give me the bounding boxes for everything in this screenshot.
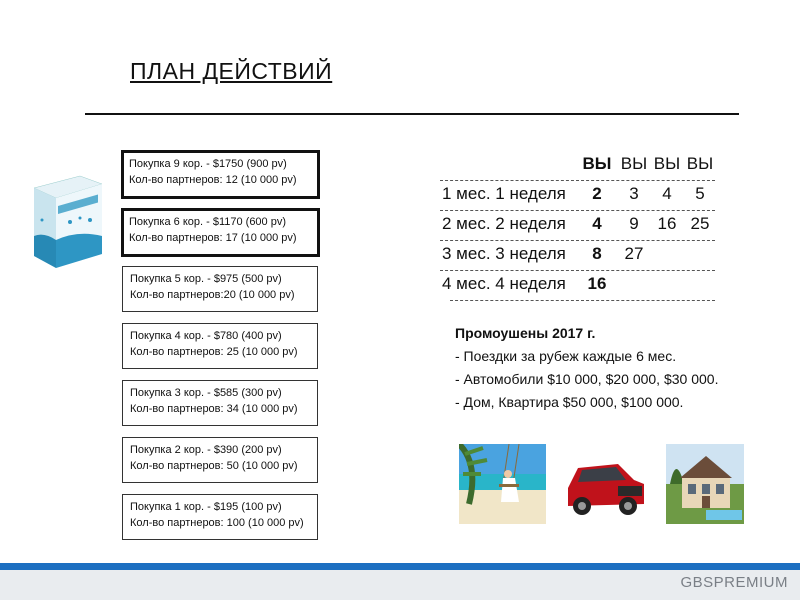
package-card-3	[122, 380, 318, 426]
row-label: 2 мес. 2 неделя	[442, 214, 566, 233]
row-label: 3 мес. 3 неделя	[442, 244, 566, 263]
package-price: Покупка 4 кор. - $780 (400 pv)	[130, 330, 282, 342]
beach-swing-photo	[459, 444, 546, 524]
value-cell: 27	[624, 244, 644, 263]
row-divider	[440, 180, 715, 181]
package-partners: Кол-во партнеров: 100 (10 000 pv)	[130, 517, 304, 529]
promotion-item: - Автомобили $10 000, $20 000, $30 000.	[455, 371, 719, 387]
title-divider	[85, 113, 739, 115]
header-cell: ВЫ	[620, 154, 648, 173]
row-divider	[440, 210, 715, 211]
row-divider	[440, 270, 715, 271]
package-price: Покупка 6 кор. - $1170 (600 pv)	[129, 216, 287, 228]
value-cell: 16	[587, 274, 607, 293]
package-partners: Кол-во партнеров: 50 (10 000 pv)	[130, 460, 298, 472]
brand-logo-text: GBSPREMIUM	[680, 574, 788, 591]
header-cell: ВЫ	[686, 154, 714, 173]
value-cell: 16	[657, 214, 677, 233]
package-price: Покупка 5 кор. - $975 (500 pv)	[130, 273, 282, 285]
package-card-6	[121, 208, 320, 257]
value-cell: 9	[629, 214, 639, 233]
package-price: Покупка 2 кор. - $390 (200 pv)	[130, 444, 282, 456]
package-card-5	[122, 266, 318, 312]
package-partners: Кол-во партнеров: 34 (10 000 pv)	[130, 403, 298, 415]
value-cell: 5	[695, 184, 705, 203]
row-divider	[440, 240, 715, 241]
package-card-4	[122, 323, 318, 369]
package-card-9	[121, 150, 320, 199]
row-label: 1 мес. 1 неделя	[442, 184, 566, 203]
value-cell: 25	[690, 214, 710, 233]
value-cell: 4	[592, 214, 602, 233]
row-divider	[450, 300, 715, 301]
package-price: Покупка 9 кор. - $1750 (900 pv)	[129, 158, 287, 170]
value-cell: 3	[629, 184, 639, 203]
package-price: Покупка 3 кор. - $585 (300 pv)	[130, 387, 282, 399]
package-partners: Кол-во партнеров:20 (10 000 pv)	[130, 289, 295, 301]
row-label: 4 мес. 4 неделя	[442, 274, 566, 293]
product-box-image	[30, 170, 106, 270]
header-cell: ВЫ	[582, 154, 612, 173]
value-cell: 8	[592, 244, 602, 263]
value-cell: 4	[662, 184, 672, 203]
package-partners: Кол-во партнеров: 17 (10 000 pv)	[129, 232, 297, 244]
value-cell: 2	[592, 184, 602, 203]
package-card-1	[122, 494, 318, 540]
package-partners: Кол-во партнеров: 12 (10 000 pv)	[129, 174, 297, 186]
package-price: Покупка 1 кор. - $195 (100 pv)	[130, 501, 282, 513]
house-photo	[666, 444, 744, 524]
package-partners: Кол-во партнеров: 25 (10 000 pv)	[130, 346, 298, 358]
promotions-heading: Промоушены 2017 г.	[455, 325, 596, 341]
footer-accent-bar	[0, 563, 800, 570]
red-suv-photo	[560, 444, 648, 524]
package-card-2	[122, 437, 318, 483]
header-cell: ВЫ	[653, 154, 681, 173]
promotion-item: - Дом, Квартира $50 000, $100 000.	[455, 394, 684, 410]
promotion-item: - Поездки за рубеж каждые 6 мес.	[455, 348, 677, 364]
page-title: ПЛАН ДЕЙСТВИЙ	[130, 58, 333, 84]
promotions-block	[455, 322, 718, 414]
